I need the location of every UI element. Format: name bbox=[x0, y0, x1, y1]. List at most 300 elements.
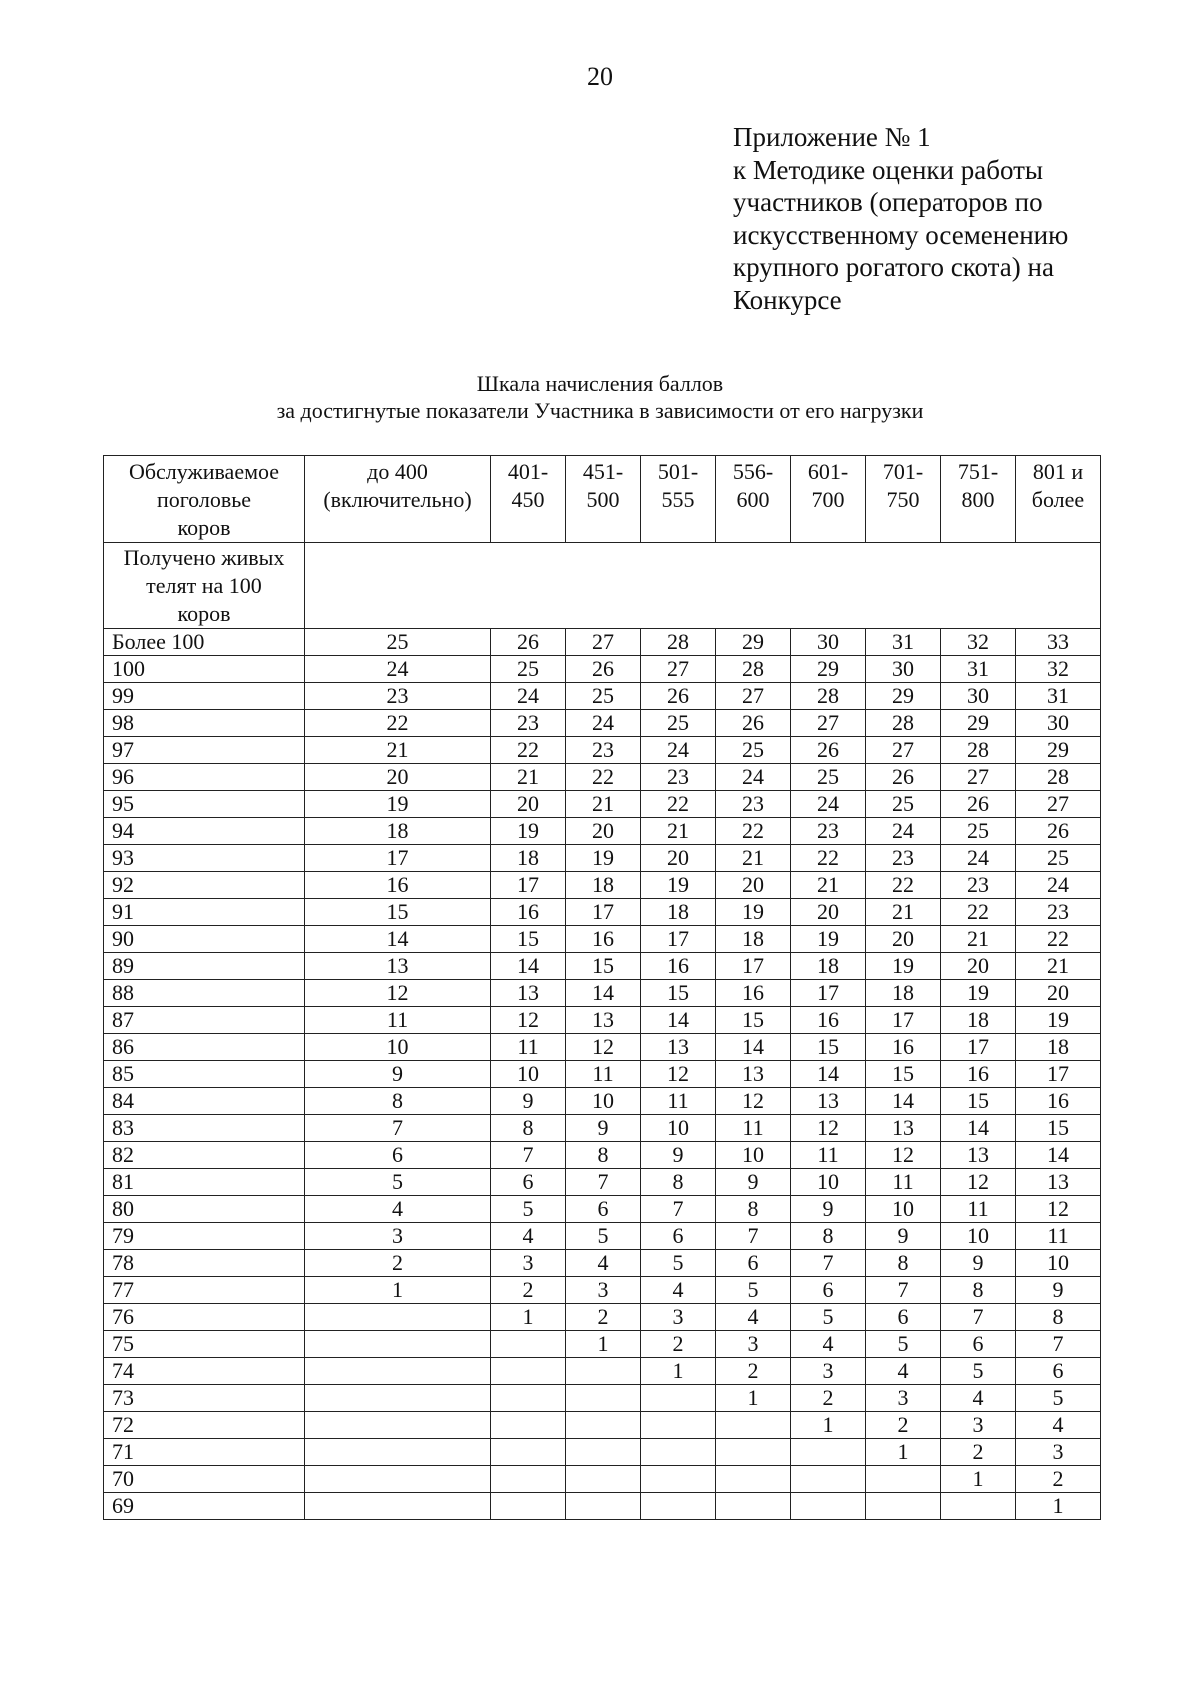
score-cell: 4 bbox=[305, 1196, 491, 1223]
row-label-cell: 82 bbox=[104, 1142, 305, 1169]
score-cell bbox=[566, 1358, 641, 1385]
header-cell-herd-size bbox=[104, 456, 305, 543]
score-cell bbox=[305, 1385, 491, 1412]
score-cell: 9 bbox=[566, 1115, 641, 1142]
score-cell: 9 bbox=[641, 1142, 716, 1169]
score-cell: 6 bbox=[641, 1223, 716, 1250]
table-row bbox=[104, 1169, 1101, 1196]
header-cell-range bbox=[566, 456, 641, 543]
score-cell: 1 bbox=[566, 1331, 641, 1358]
score-cell: 3 bbox=[791, 1358, 866, 1385]
score-cell: 24 bbox=[566, 710, 641, 737]
score-cell bbox=[716, 1493, 791, 1520]
score-cell: 11 bbox=[305, 1007, 491, 1034]
score-cell bbox=[641, 1493, 716, 1520]
score-cell: 23 bbox=[791, 818, 866, 845]
cell-text-line: 555 bbox=[661, 487, 695, 512]
score-cell: 2 bbox=[566, 1304, 641, 1331]
score-cell: 28 bbox=[791, 683, 866, 710]
score-cell: 2 bbox=[941, 1439, 1016, 1466]
score-cell bbox=[791, 1439, 866, 1466]
score-cell: 20 bbox=[866, 926, 941, 953]
score-cell: 6 bbox=[491, 1169, 566, 1196]
score-cell: 21 bbox=[716, 845, 791, 872]
score-cell: 29 bbox=[941, 710, 1016, 737]
score-cell: 17 bbox=[941, 1034, 1016, 1061]
score-table bbox=[103, 455, 1101, 1520]
score-cell: 27 bbox=[941, 764, 1016, 791]
score-cell: 12 bbox=[716, 1088, 791, 1115]
score-cell: 21 bbox=[641, 818, 716, 845]
score-cell: 15 bbox=[1016, 1115, 1101, 1142]
cell-text-line: 800 bbox=[961, 487, 995, 512]
score-cell bbox=[305, 1493, 491, 1520]
score-cell: 13 bbox=[866, 1115, 941, 1142]
table-row bbox=[104, 1061, 1101, 1088]
score-cell: 28 bbox=[716, 656, 791, 683]
cell-text-line: 601- bbox=[807, 459, 849, 484]
score-cell: 7 bbox=[305, 1115, 491, 1142]
score-cell: 8 bbox=[866, 1250, 941, 1277]
score-cell: 18 bbox=[866, 980, 941, 1007]
score-cell: 23 bbox=[566, 737, 641, 764]
appendix-line: к Методике оценки работы bbox=[733, 154, 1044, 185]
score-cell: 5 bbox=[641, 1250, 716, 1277]
score-cell: 22 bbox=[491, 737, 566, 764]
score-cell bbox=[491, 1439, 566, 1466]
score-cell: 28 bbox=[941, 737, 1016, 764]
score-cell: 18 bbox=[1016, 1034, 1101, 1061]
score-cell: 10 bbox=[566, 1088, 641, 1115]
score-cell: 18 bbox=[791, 953, 866, 980]
score-cell: 15 bbox=[305, 899, 491, 926]
score-cell: 1 bbox=[716, 1385, 791, 1412]
table-row bbox=[104, 1223, 1101, 1250]
score-cell bbox=[491, 1385, 566, 1412]
score-cell: 23 bbox=[305, 683, 491, 710]
score-cell: 17 bbox=[641, 926, 716, 953]
score-cell: 16 bbox=[305, 872, 491, 899]
score-cell: 16 bbox=[791, 1007, 866, 1034]
cell-text-line: Получено живых bbox=[123, 544, 285, 570]
header-row bbox=[104, 456, 1101, 543]
subheader-cell-calves bbox=[104, 543, 305, 629]
cell-text-line: до 400 bbox=[367, 459, 428, 484]
score-cell: 3 bbox=[941, 1412, 1016, 1439]
score-cell: 1 bbox=[641, 1358, 716, 1385]
cell-text-line: 500 bbox=[586, 487, 620, 512]
score-cell: 7 bbox=[941, 1304, 1016, 1331]
score-cell: 4 bbox=[716, 1304, 791, 1331]
score-cell: 27 bbox=[866, 737, 941, 764]
header-cell-range bbox=[941, 456, 1016, 543]
score-cell: 23 bbox=[941, 872, 1016, 899]
score-cell: 14 bbox=[305, 926, 491, 953]
score-cell: 26 bbox=[866, 764, 941, 791]
table-row bbox=[104, 1439, 1101, 1466]
score-cell: 21 bbox=[941, 926, 1016, 953]
score-cell: 22 bbox=[941, 899, 1016, 926]
score-cell bbox=[491, 1412, 566, 1439]
score-cell: 5 bbox=[866, 1331, 941, 1358]
table-row bbox=[104, 1088, 1101, 1115]
row-label-cell: 96 bbox=[104, 764, 305, 791]
score-cell: 7 bbox=[716, 1223, 791, 1250]
score-cell: 3 bbox=[1016, 1439, 1101, 1466]
score-cell: 10 bbox=[791, 1169, 866, 1196]
row-label-cell: 73 bbox=[104, 1385, 305, 1412]
score-cell: 19 bbox=[1016, 1007, 1101, 1034]
score-cell: 4 bbox=[941, 1385, 1016, 1412]
score-cell: 10 bbox=[491, 1061, 566, 1088]
score-cell: 22 bbox=[866, 872, 941, 899]
table-row bbox=[104, 818, 1101, 845]
score-cell: 4 bbox=[791, 1331, 866, 1358]
score-cell: 14 bbox=[1016, 1142, 1101, 1169]
score-cell: 6 bbox=[941, 1331, 1016, 1358]
row-label-cell: Более 100 bbox=[104, 629, 305, 656]
score-cell: 23 bbox=[716, 791, 791, 818]
row-label-cell: 71 bbox=[104, 1439, 305, 1466]
score-cell: 6 bbox=[866, 1304, 941, 1331]
score-cell bbox=[566, 1493, 641, 1520]
score-cell: 4 bbox=[566, 1250, 641, 1277]
score-cell: 14 bbox=[941, 1115, 1016, 1142]
score-cell bbox=[305, 1331, 491, 1358]
score-cell bbox=[716, 1466, 791, 1493]
score-cell: 13 bbox=[941, 1142, 1016, 1169]
row-label-cell: 98 bbox=[104, 710, 305, 737]
score-cell bbox=[566, 1385, 641, 1412]
score-cell: 24 bbox=[641, 737, 716, 764]
score-cell: 18 bbox=[941, 1007, 1016, 1034]
score-cell: 11 bbox=[941, 1196, 1016, 1223]
cell-text-line: Обслуживаемое bbox=[128, 459, 280, 484]
header-cell-range bbox=[641, 456, 716, 543]
score-cell: 29 bbox=[716, 629, 791, 656]
score-cell: 10 bbox=[641, 1115, 716, 1142]
header-cell-range bbox=[716, 456, 791, 543]
row-label-cell: 88 bbox=[104, 980, 305, 1007]
score-cell bbox=[716, 1412, 791, 1439]
score-cell: 14 bbox=[866, 1088, 941, 1115]
score-cell: 22 bbox=[716, 818, 791, 845]
score-cell: 28 bbox=[1016, 764, 1101, 791]
table-row bbox=[104, 1493, 1101, 1520]
score-cell: 4 bbox=[491, 1223, 566, 1250]
score-cell: 15 bbox=[866, 1061, 941, 1088]
table-row bbox=[104, 872, 1101, 899]
cell-text-line: 600 bbox=[736, 487, 770, 512]
score-cell bbox=[641, 1466, 716, 1493]
score-cell: 4 bbox=[641, 1277, 716, 1304]
score-cell: 9 bbox=[716, 1169, 791, 1196]
table-row bbox=[104, 1304, 1101, 1331]
score-cell: 14 bbox=[716, 1034, 791, 1061]
score-cell: 16 bbox=[491, 899, 566, 926]
score-cell bbox=[491, 1358, 566, 1385]
table-row bbox=[104, 1412, 1101, 1439]
table-row bbox=[104, 1331, 1101, 1358]
appendix-line: Приложение № 1 bbox=[733, 122, 931, 152]
score-cell: 9 bbox=[491, 1088, 566, 1115]
score-cell: 25 bbox=[791, 764, 866, 791]
score-cell: 20 bbox=[305, 764, 491, 791]
score-cell: 12 bbox=[305, 980, 491, 1007]
score-cell: 21 bbox=[791, 872, 866, 899]
score-cell: 27 bbox=[1016, 791, 1101, 818]
score-cell: 30 bbox=[866, 656, 941, 683]
score-cell: 18 bbox=[566, 872, 641, 899]
score-cell: 30 bbox=[791, 629, 866, 656]
score-cell: 31 bbox=[866, 629, 941, 656]
score-cell: 3 bbox=[866, 1385, 941, 1412]
table-row bbox=[104, 899, 1101, 926]
score-cell: 17 bbox=[491, 872, 566, 899]
score-cell: 28 bbox=[641, 629, 716, 656]
table-row bbox=[104, 1385, 1101, 1412]
table-row bbox=[104, 1277, 1101, 1304]
score-cell: 15 bbox=[491, 926, 566, 953]
table-row bbox=[104, 1034, 1101, 1061]
score-cell: 14 bbox=[641, 1007, 716, 1034]
score-cell: 1 bbox=[1016, 1493, 1101, 1520]
header-cell-range bbox=[305, 456, 491, 543]
row-label-cell: 93 bbox=[104, 845, 305, 872]
score-cell: 10 bbox=[866, 1196, 941, 1223]
row-label-cell: 94 bbox=[104, 818, 305, 845]
score-cell: 7 bbox=[1016, 1331, 1101, 1358]
cell-text-line: 700 bbox=[811, 487, 845, 512]
score-cell: 20 bbox=[791, 899, 866, 926]
score-cell: 26 bbox=[791, 737, 866, 764]
score-cell: 25 bbox=[1016, 845, 1101, 872]
score-cell: 18 bbox=[716, 926, 791, 953]
score-cell: 22 bbox=[1016, 926, 1101, 953]
table-row bbox=[104, 1142, 1101, 1169]
score-cell: 26 bbox=[716, 710, 791, 737]
cell-text-line: 556- bbox=[732, 459, 774, 484]
score-cell: 6 bbox=[566, 1196, 641, 1223]
score-cell: 24 bbox=[866, 818, 941, 845]
score-cell: 6 bbox=[1016, 1358, 1101, 1385]
score-cell: 11 bbox=[866, 1169, 941, 1196]
score-cell: 15 bbox=[716, 1007, 791, 1034]
score-cell: 19 bbox=[491, 818, 566, 845]
score-cell: 8 bbox=[716, 1196, 791, 1223]
table-row bbox=[104, 683, 1101, 710]
score-cell: 24 bbox=[716, 764, 791, 791]
row-label-cell: 99 bbox=[104, 683, 305, 710]
table-title-line: за достигнутые показатели Участника в зависимости от его нагрузки bbox=[276, 398, 924, 423]
score-cell: 3 bbox=[491, 1250, 566, 1277]
score-cell: 13 bbox=[566, 1007, 641, 1034]
table-title-line: Шкала начисления баллов bbox=[476, 371, 724, 396]
score-cell: 25 bbox=[305, 629, 491, 656]
score-cell: 22 bbox=[566, 764, 641, 791]
score-cell: 25 bbox=[491, 656, 566, 683]
score-cell: 25 bbox=[716, 737, 791, 764]
score-cell: 1 bbox=[941, 1466, 1016, 1493]
score-cell: 8 bbox=[491, 1115, 566, 1142]
score-cell: 13 bbox=[1016, 1169, 1101, 1196]
score-cell: 24 bbox=[491, 683, 566, 710]
score-cell: 19 bbox=[566, 845, 641, 872]
score-cell: 18 bbox=[641, 899, 716, 926]
score-cell: 12 bbox=[866, 1142, 941, 1169]
cell-text-line: 401- bbox=[507, 459, 549, 484]
score-cell: 16 bbox=[641, 953, 716, 980]
score-cell: 12 bbox=[1016, 1196, 1101, 1223]
table-row bbox=[104, 1250, 1101, 1277]
table-row bbox=[104, 764, 1101, 791]
score-cell: 10 bbox=[716, 1142, 791, 1169]
cell-text-line: коров bbox=[177, 600, 231, 626]
score-cell: 22 bbox=[305, 710, 491, 737]
score-cell: 10 bbox=[305, 1034, 491, 1061]
score-cell: 7 bbox=[641, 1196, 716, 1223]
score-cell: 17 bbox=[566, 899, 641, 926]
score-cell: 8 bbox=[1016, 1304, 1101, 1331]
score-cell: 21 bbox=[866, 899, 941, 926]
row-label-cell: 95 bbox=[104, 791, 305, 818]
score-cell: 2 bbox=[491, 1277, 566, 1304]
score-cell: 32 bbox=[941, 629, 1016, 656]
score-cell: 12 bbox=[641, 1061, 716, 1088]
score-cell: 31 bbox=[1016, 683, 1101, 710]
score-cell: 5 bbox=[566, 1223, 641, 1250]
score-cell: 14 bbox=[791, 1061, 866, 1088]
cell-text-line: 450 bbox=[511, 487, 545, 512]
score-cell: 23 bbox=[866, 845, 941, 872]
score-cell: 12 bbox=[566, 1034, 641, 1061]
header-cell-range bbox=[866, 456, 941, 543]
score-cell bbox=[305, 1412, 491, 1439]
score-cell: 17 bbox=[716, 953, 791, 980]
score-cell: 22 bbox=[791, 845, 866, 872]
score-cell: 23 bbox=[491, 710, 566, 737]
score-cell bbox=[305, 1304, 491, 1331]
table-row bbox=[104, 1007, 1101, 1034]
score-cell bbox=[866, 1493, 941, 1520]
score-cell: 9 bbox=[305, 1061, 491, 1088]
table-row bbox=[104, 656, 1101, 683]
row-label-cell: 75 bbox=[104, 1331, 305, 1358]
score-cell: 10 bbox=[941, 1223, 1016, 1250]
header-cell-range bbox=[791, 456, 866, 543]
score-cell: 15 bbox=[941, 1088, 1016, 1115]
score-cell: 33 bbox=[1016, 629, 1101, 656]
score-cell: 29 bbox=[866, 683, 941, 710]
score-cell: 5 bbox=[305, 1169, 491, 1196]
score-cell: 5 bbox=[1016, 1385, 1101, 1412]
score-cell: 26 bbox=[641, 683, 716, 710]
score-cell: 16 bbox=[716, 980, 791, 1007]
table-body bbox=[104, 456, 1101, 1520]
appendix-line: Конкурсе bbox=[733, 284, 842, 315]
table-row bbox=[104, 1196, 1101, 1223]
score-cell: 24 bbox=[791, 791, 866, 818]
score-cell: 11 bbox=[1016, 1223, 1101, 1250]
row-label-cell: 77 bbox=[104, 1277, 305, 1304]
score-cell: 3 bbox=[716, 1331, 791, 1358]
score-cell bbox=[791, 1493, 866, 1520]
score-cell: 6 bbox=[716, 1250, 791, 1277]
score-cell: 24 bbox=[305, 656, 491, 683]
score-cell: 1 bbox=[305, 1277, 491, 1304]
score-cell: 20 bbox=[1016, 980, 1101, 1007]
table-title bbox=[0, 370, 1200, 424]
score-cell: 20 bbox=[641, 845, 716, 872]
row-label-cell: 79 bbox=[104, 1223, 305, 1250]
score-cell: 25 bbox=[941, 818, 1016, 845]
score-cell: 30 bbox=[1016, 710, 1101, 737]
score-cell bbox=[641, 1385, 716, 1412]
row-label-cell: 84 bbox=[104, 1088, 305, 1115]
score-cell: 11 bbox=[716, 1115, 791, 1142]
score-cell: 32 bbox=[1016, 656, 1101, 683]
row-label-cell: 92 bbox=[104, 872, 305, 899]
score-cell: 17 bbox=[866, 1007, 941, 1034]
score-cell: 29 bbox=[791, 656, 866, 683]
score-cell: 15 bbox=[641, 980, 716, 1007]
score-cell bbox=[491, 1493, 566, 1520]
score-cell: 1 bbox=[791, 1412, 866, 1439]
appendix-line: искусственному осеменению bbox=[733, 219, 1069, 250]
row-label-cell: 70 bbox=[104, 1466, 305, 1493]
score-cell: 13 bbox=[641, 1034, 716, 1061]
cell-text-line: коров bbox=[177, 515, 231, 540]
score-cell: 14 bbox=[566, 980, 641, 1007]
score-cell: 16 bbox=[866, 1034, 941, 1061]
table-row bbox=[104, 629, 1101, 656]
score-cell: 25 bbox=[641, 710, 716, 737]
score-cell: 14 bbox=[491, 953, 566, 980]
row-label-cell: 81 bbox=[104, 1169, 305, 1196]
score-cell: 3 bbox=[641, 1304, 716, 1331]
score-cell: 21 bbox=[1016, 953, 1101, 980]
score-cell: 28 bbox=[866, 710, 941, 737]
score-cell: 11 bbox=[791, 1142, 866, 1169]
score-cell: 2 bbox=[716, 1358, 791, 1385]
score-cell: 5 bbox=[941, 1358, 1016, 1385]
score-cell: 3 bbox=[305, 1223, 491, 1250]
score-cell: 13 bbox=[491, 980, 566, 1007]
score-cell: 8 bbox=[566, 1142, 641, 1169]
score-cell: 1 bbox=[866, 1439, 941, 1466]
score-cell bbox=[491, 1331, 566, 1358]
score-cell: 2 bbox=[305, 1250, 491, 1277]
score-cell: 11 bbox=[641, 1088, 716, 1115]
score-cell: 19 bbox=[866, 953, 941, 980]
score-cell: 19 bbox=[791, 926, 866, 953]
score-cell: 9 bbox=[866, 1223, 941, 1250]
row-label-cell: 80 bbox=[104, 1196, 305, 1223]
cell-text-line: более bbox=[1031, 487, 1085, 512]
score-cell: 12 bbox=[491, 1007, 566, 1034]
score-cell: 15 bbox=[566, 953, 641, 980]
row-label-cell: 90 bbox=[104, 926, 305, 953]
score-cell: 21 bbox=[566, 791, 641, 818]
score-cell: 17 bbox=[791, 980, 866, 1007]
appendix-block bbox=[733, 121, 1173, 316]
row-label-cell: 89 bbox=[104, 953, 305, 980]
cell-text-line: (включительно) bbox=[323, 487, 472, 512]
table-row bbox=[104, 710, 1101, 737]
page-number: 20 bbox=[587, 62, 613, 91]
score-cell: 4 bbox=[1016, 1412, 1101, 1439]
score-cell bbox=[641, 1439, 716, 1466]
